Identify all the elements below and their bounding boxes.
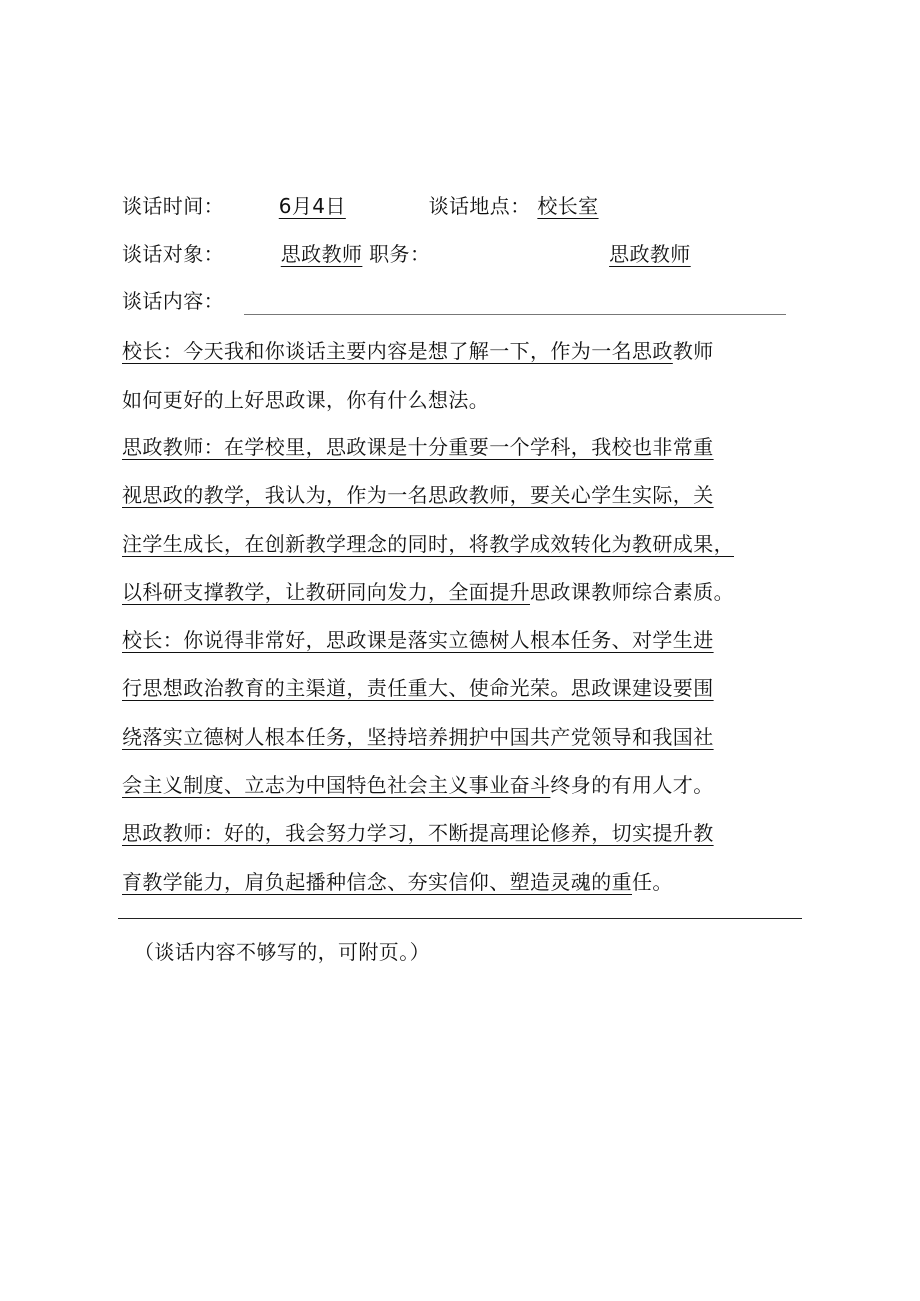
content-line (122, 482, 714, 508)
content-line-underlined: 视思政的教学，我认为，作为一名思政教师，要关心学生实际，关 (122, 483, 714, 507)
content-line (122, 820, 714, 846)
content-line (122, 579, 734, 605)
content-line (122, 724, 714, 750)
content-line-underlined: 思政教师：在学校里，思政课是十分重要一个学科，我校也非常重 (122, 435, 714, 459)
content-line (122, 869, 673, 895)
content-line (122, 675, 714, 701)
content-line (122, 387, 489, 413)
content-line-underlined: 以科研支撑教学，让教研同向发力，全面提升 (122, 580, 530, 604)
content-label-row (122, 288, 224, 314)
target-value: 思政教师 (280, 242, 363, 266)
content-line (122, 338, 714, 364)
content-line (122, 627, 714, 653)
time-value: 6月4日 (278, 194, 346, 218)
content-line-plain: 终身的有用人才。 (550, 773, 714, 797)
content-line-underlined: 校长：今天我和你谈话主要内容是想了解一下，作为一名思政 (122, 339, 673, 363)
target-position-row (122, 241, 691, 267)
target-label: 谈话对象： (122, 242, 224, 266)
content-line-plain: 如何更好的上好思政课，你有什么想法。 (122, 388, 490, 412)
place-label: 谈话地点： (428, 194, 531, 218)
time-place-row (122, 193, 599, 219)
content-line (122, 434, 714, 460)
content-end-rule (118, 918, 802, 919)
content-line-underlined: 校长：你说得非常好，思政课是落实立德树人根本任务、对学生进 (122, 628, 714, 652)
content-line (122, 531, 734, 557)
position-value: 思政教师 (609, 242, 691, 266)
content-label: 谈话内容： (122, 289, 224, 313)
time-label: 谈话时间： (122, 194, 224, 218)
content-line-underlined: 思政教师：好的，我会努力学习，不断提高理论修养，切实提升教 (122, 821, 714, 845)
content-line-underlined: 注学生成长，在创新教学理念的同时，将教学成效转化为教研成果， (122, 532, 734, 556)
content-line-underlined: 绕落实立德树人根本任务，坚持培养拥护中国共产党领导和我国社 (122, 725, 714, 749)
place-value: 校长室 (537, 194, 599, 218)
content-line-plain: 教师 (672, 339, 714, 363)
content-blank-rule (244, 314, 786, 315)
position-label: 职务： (369, 242, 431, 266)
content-line-plain: 任。 (632, 870, 673, 894)
content-line-underlined: 会主义制度、立志为中国特色社会主义事业奋斗 (122, 773, 551, 797)
footer-note: （谈话内容不够写的，可附页。） (134, 940, 430, 964)
content-line (122, 772, 714, 798)
content-line-underlined: 行思想政治教育的主渠道，责任重大、使命光荣。思政课建设要围 (122, 676, 714, 700)
content-line-underlined: 育教学能力，肩负起播种信念、夯实信仰、塑造灵魂的重 (122, 870, 632, 894)
content-line-plain: 思政课教师综合素质。 (530, 580, 734, 604)
